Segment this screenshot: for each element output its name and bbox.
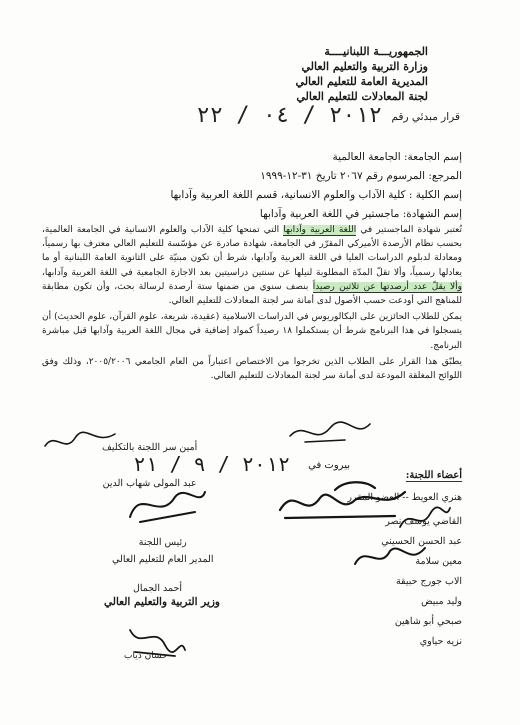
chairman-name: أحمد الجمال	[133, 583, 182, 594]
member-signature-lower	[350, 536, 430, 576]
minister-signature	[120, 620, 190, 660]
member-name: هنري العويط -- العضو المقرر	[347, 492, 462, 503]
date-handwritten: ٢٠١٢ / ٩ / ٢١	[133, 452, 290, 476]
member-name: عبد الحسن الحسيني	[381, 536, 462, 547]
chairman-signature	[120, 482, 210, 527]
decision-number-handwritten: ٢٠١٢ / ٠٤ / ٢٢	[196, 103, 382, 128]
body-text: التي تمنحها كلية الآداب والعلوم الانسانية في الجامعة العالمية، بحسب نظام الأرصدة الأميركي المقرّر في الجامعة، شهادة صادرة عن مؤسّسة للتعليم العالي معترف بها رسمياً، ومعادلة لدبلوم الدراسات العليا في اللغة العربية وآدابها، شرط أن تكون مبنيّة على الثانوية العامة اللبنانية أو ما يعادلها رسمياً، وألا تقلّ المدّة المطلوبة لنيلها عن سنتين دراسيتين بعد الاجازة الجامعية في اللغة العربية وآدابها،	[42, 225, 462, 278]
member-name: صبحي أبو شاهين	[394, 616, 462, 627]
body-text: تُعتبر شهادة الماجستير في	[356, 225, 462, 235]
member-name: القاضي يوسف نصر	[385, 516, 462, 527]
member-name: وليد مبيض	[421, 596, 462, 607]
header-directorate: المديرية العامة للتعليم العالي	[295, 75, 428, 88]
decision-body	[42, 223, 462, 385]
body-paragraph-3: يطبّق هذا القرار على الطلاب الذين تخرجوا من الاختصاص اعتباراً من العام الجامعي ٢٠٠٥/٢٠٠٦، وذلك وفق اللوائح المغلقة المودعة لدى أمانة سر لجنة المعادلات للتعليم العالي.	[42, 356, 462, 382]
chairman-subtitle: المدير العام للتعليم العالي	[112, 554, 214, 565]
member-name: نزيه حياوي	[419, 636, 462, 647]
body-text: بنصف سنوي من ضمنها ستة أرصدة لرسالة بحث، وأن تكون مطابقة للمناهج التي أودعت حسب الأصول لدى أمانة سر لجنة المعادلات للتعليم العالي.	[42, 281, 462, 307]
header-republic: الجمهوريـــة اللبنانيــــة	[324, 45, 428, 58]
field-degree: إسم الشهادة: ماجستير في اللغة العربية وآدابها	[259, 208, 462, 220]
secretary-title: أمين سر اللجنة بالتكليف	[102, 442, 198, 453]
body-paragraph-2: يمكن للطلاب الحائزين على البكالوريوس في الدراسات الاسلامية (عقيدة، شريعة، علوم القرآن، علوم الحديث) أن يتسجلوا في هذا البرنامج شرط أن يستكملوا ١٨ رصيداً كمواد إضافية في مجال اللغة العربية وآدابها قبل مباشرة البرنامج.	[42, 312, 462, 351]
field-university: إسم الجامعة: الجامعة العالمية	[332, 151, 462, 163]
body-paragraph-1	[42, 223, 462, 308]
member-signature-small	[395, 502, 455, 537]
letterhead	[296, 44, 428, 104]
highlighted-text: اللغة العربية وآدابها	[283, 225, 357, 235]
secretary-name: عبد المولى شهاب الدين	[102, 478, 197, 489]
date-label: بيروت في	[308, 460, 350, 471]
highlighted-text: وألا يقلّ عدد أرصدتها عن ثلاثين رصيداً	[312, 281, 463, 292]
minister-name: حسان دياب	[124, 651, 168, 661]
member-name: معين سلامة	[415, 556, 462, 567]
rapporteur-signature	[285, 418, 375, 448]
header-committee: لجنة المعادلات للتعليم العالي	[296, 90, 428, 103]
header-ministry: وزارة التربية والتعليم العالي	[301, 60, 428, 73]
decision-fields	[170, 150, 462, 226]
minister-title: وزير التربية والتعليم العالي	[104, 596, 221, 608]
field-faculty: إسم الكلية : كلية الآداب والعلوم الانسانية، قسم اللغة العربية وآدابها	[170, 189, 462, 201]
secretary-signature	[40, 426, 120, 456]
member-name: الاب جورج حبيقة	[395, 576, 462, 587]
members-title: أعضاء اللجنة:	[405, 470, 462, 481]
chairman-title: رئيس اللجنة	[138, 537, 187, 548]
decision-label: قرار مبدئي رقم	[391, 111, 460, 123]
field-reference: المرجع: المرسوم رقم ٢٠٦٧ تاريخ ٣١-١٢-١٩٩٩	[260, 170, 462, 182]
chairman-block	[112, 534, 214, 568]
